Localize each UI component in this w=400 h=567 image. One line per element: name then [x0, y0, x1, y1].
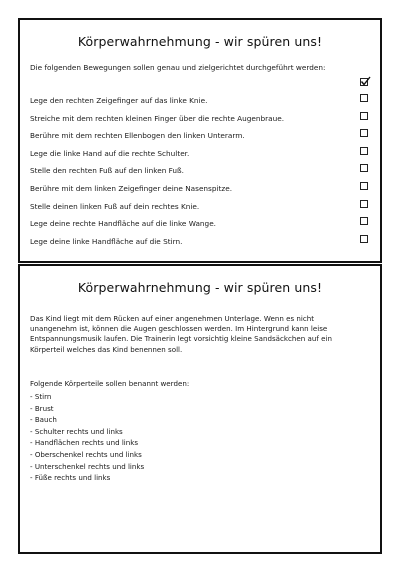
checklist-item-checkbox[interactable] — [360, 147, 368, 155]
paragraph-line: Körperteil welches das Kind benennen soll. — [30, 344, 183, 354]
header-checkbox[interactable] — [360, 78, 368, 86]
checklist-item-checkbox[interactable] — [360, 217, 368, 225]
checklist-item-label: Stelle deinen linken Fuß auf dein rechtes Knie. — [30, 201, 200, 211]
list-item: - Füße rechts und links — [30, 473, 111, 483]
checklist-item-checkbox[interactable] — [360, 164, 368, 172]
list-item: - Handflächen rechts und links — [30, 438, 139, 448]
card-title: Körperwahrnehmung - wir spüren uns! — [77, 280, 323, 295]
checklist-item-checkbox[interactable] — [360, 112, 368, 120]
list-item: - Stirn — [30, 392, 52, 401]
checklist-item-label: Streiche mit dem rechten kleinen Finger über die rechte Augenbraue. — [30, 113, 285, 123]
paragraph-line: unangenehm ist, können die Augen geschlossen werden. Im Hintergrund kann leise — [30, 324, 328, 334]
list-item: - Oberschenkel rechts und links — [30, 449, 142, 459]
checklist-item-label: Berühre mit dem linken Zeigefinger deine Nasenspitze. — [30, 184, 233, 193]
card-title: Körperwahrnehmung - wir spüren uns! — [77, 34, 323, 49]
list-item: - Unterschenkel rechts und links — [30, 461, 145, 471]
list-item: - Bauch — [30, 415, 57, 425]
body-parts-list — [30, 391, 144, 484]
paragraph-line: Das Kind liegt mit dem Rücken auf einer angenehmen Unterlage. Wenn es nicht — [30, 314, 315, 323]
list-item: - Schulter rechts und links — [30, 426, 123, 436]
check-icon — [360, 76, 371, 87]
checklist-item-checkbox[interactable] — [360, 129, 368, 137]
list-heading: Folgende Körperteile sollen benannt werden: — [30, 379, 190, 388]
checklist-item-label: Lege den rechten Zeigefinger auf das linke Knie. — [30, 96, 208, 105]
checklist-item-checkbox[interactable] — [360, 200, 368, 208]
checklist-item-label: Lege deine linke Handfläche auf die Stirn. — [30, 236, 183, 246]
paragraph-line: Entspannungsmusik laufen. Die Trainerin legt vorsichtig kleine Sandsäckchen auf ein — [30, 334, 332, 344]
checklist-item-label: Stelle den rechten Fuß auf den linken Fuß. — [30, 166, 184, 176]
instructions-text: Die folgenden Bewegungen sollen genau und zielgerichtet durchgeführt werden: — [30, 63, 326, 72]
checklist-item-checkbox[interactable] — [360, 235, 368, 243]
body-parts-card — [18, 264, 382, 554]
movement-card — [18, 18, 382, 263]
checklist-item-label: Lege die linke Hand auf die rechte Schulter. — [30, 148, 190, 158]
checklist-item-label: Berühre mit dem rechten Ellenbogen den linken Unterarm. — [30, 131, 245, 141]
description-paragraph — [30, 314, 360, 355]
checklist-item-label: Lege deine rechte Handfläche auf die linke Wange. — [30, 219, 217, 229]
checklist-item-checkbox[interactable] — [360, 182, 368, 190]
checklist-item-checkbox[interactable] — [360, 94, 368, 102]
list-item: - Brust — [30, 403, 54, 413]
